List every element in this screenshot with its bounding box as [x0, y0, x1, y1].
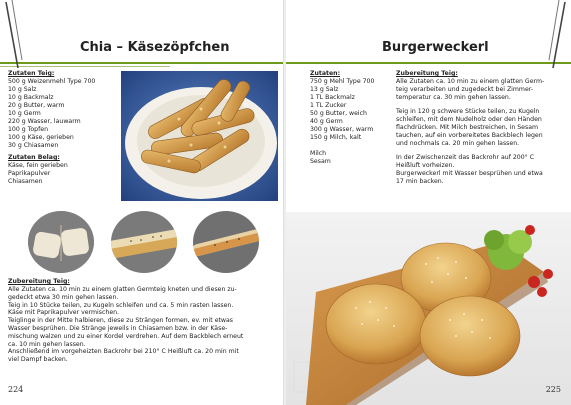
text-line: flachdrücken. Mit Milch bestreichen, in Sesam: [396, 124, 539, 131]
text-line: teig verarbeiten und zugedeckt bei Zimmer-: [396, 86, 534, 93]
text-line: Heißluft vorheizen.: [396, 162, 455, 169]
text-line: ca. 10 min gehen lassen.: [8, 340, 86, 348]
preparation-paragraph: [396, 78, 566, 102]
list-item: 220 g Wasser, lauwarm: [8, 118, 81, 125]
text-line: tauchen, auf ein vorbereitetes Backblech legen: [396, 132, 543, 139]
ingredients-list: [310, 78, 395, 142]
text-line: Alle Zutaten ca. 10 min zu einem glatten Germteig kneten und diesen zu-: [8, 286, 237, 293]
preparation-text: [8, 286, 280, 364]
text-line: schleifen, mit dem Nudelholz oder den Händen: [396, 116, 542, 123]
text-line: Burgerweckerl mit Wasser besprühen und etwa: [396, 170, 543, 177]
text-line: gedeckt etwa 30 min gehen lassen.: [8, 293, 119, 301]
left-page: [0, 0, 284, 405]
wheat-stalk-decoration: [541, 0, 571, 70]
text-line: und nochmals ca. 20 min gehen lassen.: [396, 140, 520, 147]
page-number-left: 224: [8, 385, 24, 394]
list-item: 10 g Salz: [8, 86, 37, 93]
list-item: 20 g Butter, warm: [8, 102, 65, 109]
preparation-paragraph: [396, 154, 566, 186]
right-page: [286, 0, 571, 405]
list-item: Chiasamen: [8, 178, 43, 185]
list-item: Paprikapulver: [8, 170, 51, 177]
preparation-block: [396, 70, 566, 186]
text-line: Käse mit Paprikapulver vermischen.: [8, 309, 120, 317]
preparation-heading: Zubereitung Teig:: [8, 278, 70, 285]
ingredients-heading: Zutaten Teig:: [8, 70, 55, 77]
list-item: Milch: [310, 150, 327, 157]
preparation-heading: Zubereitung Teig:: [396, 70, 458, 77]
list-item: 100 g Topfen: [8, 126, 49, 133]
list-item: 10 g Backmalz: [8, 94, 54, 101]
wheat-stalk-decoration: [0, 0, 30, 70]
list-item: 500 g Weizenmehl Type 700: [8, 78, 96, 85]
list-item: 300 g Wasser, warm: [310, 126, 374, 133]
step-photo-2: [111, 211, 177, 273]
list-item: Sesam: [310, 158, 331, 165]
burger-buns-photo: [286, 212, 571, 405]
text-line: Anschließend im vorgeheizten Backrohr bei 210° C Heißluft ca. 20 min mit: [8, 348, 239, 356]
title-underline-right: [286, 62, 571, 64]
list-item: 150 g Milch, kalt: [310, 134, 362, 141]
recipe-title: Burgerweckerl: [382, 40, 489, 55]
ingredients-block: [310, 70, 395, 166]
extra-ingredients-list: [310, 150, 395, 166]
list-item: 10 g Germ: [8, 110, 41, 117]
text-line: Alle Zutaten ca. 10 min zu einem glatten Germ-: [396, 78, 545, 85]
topping-heading: Zutaten Belag:: [8, 154, 60, 161]
step-photo-1: [28, 211, 94, 273]
preparation-paragraph: [396, 108, 566, 148]
list-item: 750 g Mehl Type 700: [310, 78, 375, 85]
ingredients-list: [8, 78, 120, 150]
list-item: 30 g Chiasamen: [8, 142, 59, 149]
text-line: 17 min backen.: [396, 178, 444, 185]
list-item: 1 TL Zucker: [310, 102, 347, 109]
topping-list: [8, 162, 120, 186]
ingredients-heading: Zutaten:: [310, 70, 341, 77]
text-line: Wasser besprühen. Die Stränge jeweils in Chiasamen bzw. in der Käse-: [8, 324, 228, 332]
text-line: Teig in 120 g schwere Stücke teilen, zu Kugeln: [396, 108, 540, 115]
cheese-braids-photo: [121, 71, 278, 201]
text-line: temperatur ca. 30 min gehen lassen.: [396, 94, 511, 101]
list-item: 40 g Germ: [310, 118, 343, 125]
preparation-block: [8, 278, 280, 364]
ingredients-block: [8, 70, 120, 186]
page-number-right: 225: [545, 385, 561, 394]
text-line: viel Dampf backen.: [8, 356, 68, 364]
title-underline-left: [0, 62, 284, 64]
step-photo-3: [193, 211, 259, 273]
list-item: 13 g Salz: [310, 86, 339, 93]
list-item: 50 g Butter, weich: [310, 110, 367, 117]
list-item: 100 g Käse, gerieben: [8, 134, 74, 141]
list-item: 1 TL Backmalz: [310, 94, 355, 101]
text-line: In der Zwischenzeit das Backrohr auf 200° C: [396, 154, 535, 161]
list-item: Käse, fein gerieben: [8, 162, 68, 169]
text-line: mischung walzen und zu einer Kordel verdrehen. Auf dem Backblech erneut: [8, 332, 244, 340]
text-line: Teiglinge in der Mitte halbieren, diese zu Strängen formen, ev. mit etwas: [8, 317, 234, 325]
text-line: Teig in 10 Stücke teilen, zu Kugeln schleifen und ca. 5 min rasten lassen.: [8, 301, 234, 309]
recipe-title: Chia – Käsezöpfchen: [80, 40, 230, 55]
